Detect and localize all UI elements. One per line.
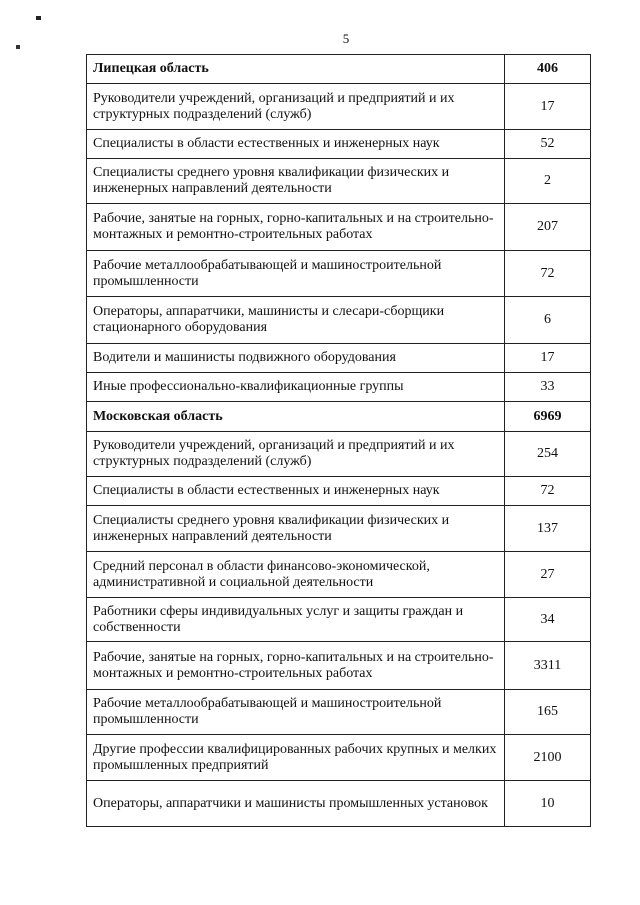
profession-count: 10 [505,781,591,827]
profession-count: 34 [505,598,591,642]
profession-count: 165 [505,690,591,735]
region-row [87,55,591,84]
region-row [87,402,591,432]
table-row [87,552,591,598]
profession-name: Рабочие металлообрабатывающей и машиностроительной промышленности [87,251,505,297]
table-row [87,642,591,690]
profession-count: 2 [505,159,591,204]
table-row [87,735,591,781]
region-name: Липецкая область [87,55,505,84]
table-row [87,506,591,552]
region-name: Московская область [87,402,505,432]
table-row [87,477,591,506]
profession-name: Специалисты в области естественных и инженерных наук [87,477,505,506]
profession-name: Операторы, аппаратчики и машинисты промышленных установок [87,781,505,827]
profession-count: 33 [505,373,591,402]
profession-name: Операторы, аппаратчики, машинисты и слесари-сборщики стационарного оборудования [87,297,505,344]
profession-count: 72 [505,251,591,297]
table-row [87,598,591,642]
profession-name: Специалисты в области естественных и инженерных наук [87,130,505,159]
profession-count: 207 [505,204,591,251]
profession-name: Рабочие, занятые на горных, горно-капитальных и на строительно-монтажных и ремонтно-строительных работах [87,642,505,690]
table-row [87,690,591,735]
profession-name: Специалисты среднего уровня квалификации физических и инженерных направлений деятельности [87,506,505,552]
region-total: 406 [505,55,591,84]
profession-name: Рабочие металлообрабатывающей и машиностроительной промышленности [87,690,505,735]
profession-name: Руководители учреждений, организаций и предприятий и их структурных подразделений (служб) [87,84,505,130]
table-row [87,781,591,827]
table-row [87,373,591,402]
profession-count: 72 [505,477,591,506]
profession-count: 52 [505,130,591,159]
table-row [87,204,591,251]
profession-name: Другие профессии квалифицированных рабочих крупных и мелких промышленных предприятий [87,735,505,781]
table-row [87,344,591,373]
profession-name: Специалисты среднего уровня квалификации физических и инженерных направлений деятельности [87,159,505,204]
table-row [87,297,591,344]
profession-count: 137 [505,506,591,552]
profession-count: 27 [505,552,591,598]
table-body [87,55,591,827]
profession-name: Рабочие, занятые на горных, горно-капитальных и на строительно-монтажных и ремонтно-строительных работах [87,204,505,251]
table-row [87,432,591,477]
profession-name: Иные профессионально-квалификационные группы [87,373,505,402]
profession-count: 254 [505,432,591,477]
profession-count: 17 [505,344,591,373]
table-row [87,130,591,159]
profession-count: 3311 [505,642,591,690]
profession-count: 2100 [505,735,591,781]
scan-mark [36,16,41,20]
table-row [87,159,591,204]
region-total: 6969 [505,402,591,432]
profession-table [86,54,591,827]
profession-count: 17 [505,84,591,130]
table-row [87,84,591,130]
profession-count: 6 [505,297,591,344]
profession-name: Работники сферы индивидуальных услуг и защиты граждан и собственности [87,598,505,642]
page-number: 5 [342,31,350,46]
profession-name: Водители и машинисты подвижного оборудования [87,344,505,373]
profession-name: Руководители учреждений, организаций и предприятий и их структурных подразделений (служб) [87,432,505,477]
profession-name: Средний персонал в области финансово-экономической, административной и социальной деятельности [87,552,505,598]
table-row [87,251,591,297]
